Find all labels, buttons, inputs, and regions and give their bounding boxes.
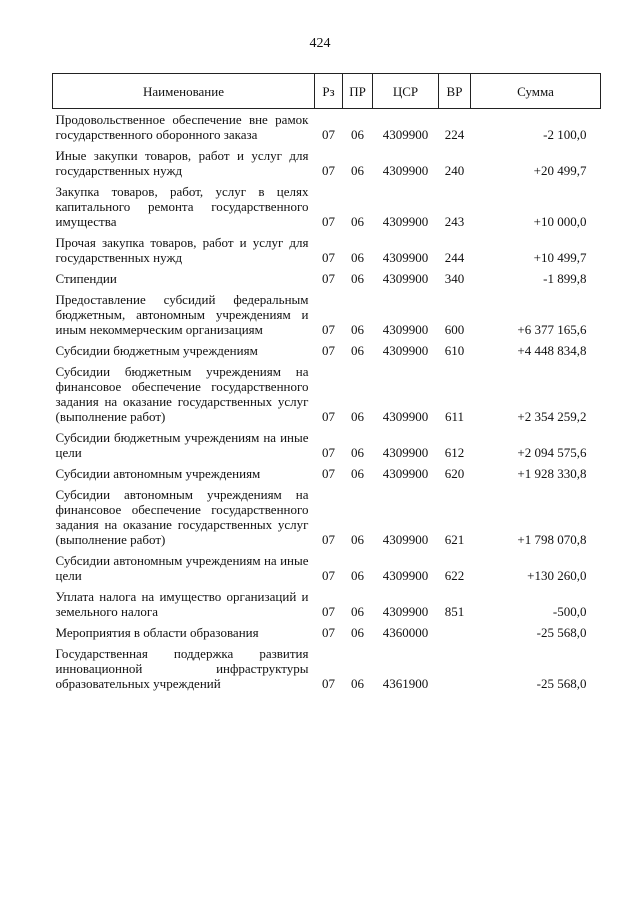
row-csr: 4309900 [382,343,429,358]
row-vr [439,643,471,694]
header-rz: Рз [315,74,343,109]
table-row [53,145,601,181]
row-vr: 600 [444,322,465,337]
row-pr: 06 [351,409,364,424]
row-vr: 622 [444,568,465,583]
table-row [53,340,601,361]
row-name: Субсидии автономным учреждениям [55,466,261,481]
row-csr: 4309900 [382,322,429,337]
row-pr: 06 [351,163,364,178]
table-row [53,427,601,463]
row-csr: 4309900 [382,214,429,229]
row-rz: 07 [322,322,335,337]
table-row [53,643,601,694]
row-name: Субсидии бюджетным учреждениям на финансовое обеспечение государственного задания на оказание государственных услуг (выполнение работ) [55,364,309,424]
row-csr: 4309900 [382,568,429,583]
table-row [53,484,601,550]
row-pr: 06 [351,322,364,337]
table-row [53,109,601,146]
row-vr: 621 [444,532,465,547]
header-name: Наименование [53,74,315,109]
row-rz: 07 [322,250,335,265]
row-vr: 610 [444,343,465,358]
row-csr: 4309900 [382,127,429,142]
row-pr: 06 [351,214,364,229]
row-rz: 07 [322,604,335,619]
row-csr: 4309900 [382,163,429,178]
row-rz: 07 [322,343,335,358]
row-pr: 06 [351,625,364,640]
row-csr: 4309900 [382,250,429,265]
row-pr: 06 [351,676,364,691]
row-sum: +4 448 834,8 [517,343,587,358]
row-sum: -2 100,0 [543,127,587,142]
row-rz: 07 [322,676,335,691]
row-csr: 4309900 [382,445,429,460]
row-pr: 06 [351,604,364,619]
row-rz: 07 [322,409,335,424]
row-vr: 620 [444,466,465,481]
row-name: Стипендии [55,271,117,286]
row-name: Субсидии автономным учреждениям на иные цели [55,553,309,583]
row-csr: 4309900 [382,466,429,481]
row-pr: 06 [351,250,364,265]
row-vr: 612 [444,445,465,460]
row-rz: 07 [322,214,335,229]
row-sum: +20 499,7 [533,163,587,178]
header-csr: ЦСР [373,74,439,109]
row-name: Субсидии автономным учреждениям на финансовое обеспечение государственного задания на оказание государственных услуг (выполнение работ) [55,487,309,547]
row-sum: +10 000,0 [533,214,587,229]
row-pr: 06 [351,568,364,583]
row-vr: 244 [444,250,465,265]
table-row [53,181,601,232]
row-csr: 4309900 [382,271,429,286]
row-name: Уплата налога на имущество организаций и земельного налога [55,589,309,619]
table-row [53,550,601,586]
row-rz: 07 [322,466,335,481]
row-sum: -1 899,8 [543,271,587,286]
table-row [53,622,601,643]
row-rz: 07 [322,625,335,640]
row-vr: 224 [444,127,465,142]
table-row [53,268,601,289]
row-rz: 07 [322,163,335,178]
table-row [53,361,601,427]
header-sum: Сумма [471,74,601,109]
row-vr: 243 [444,214,465,229]
row-vr: 851 [444,604,465,619]
row-sum: +1 928 330,8 [517,466,587,481]
row-vr [439,622,471,643]
budget-table [52,73,601,694]
header-pr: ПР [343,74,373,109]
row-csr: 4361900 [382,676,429,691]
row-rz: 07 [322,532,335,547]
table-row [53,289,601,340]
row-name: Субсидии бюджетным учреждениям на иные цели [55,430,309,460]
table-row [53,463,601,484]
row-sum: +6 377 165,6 [517,322,587,337]
row-name: Продовольственное обеспечение вне рамок государственного оборонного заказа [55,112,309,142]
row-csr: 4309900 [382,532,429,547]
table-header [53,74,601,109]
row-pr: 06 [351,466,364,481]
table-body [53,109,601,695]
row-pr: 06 [351,271,364,286]
row-rz: 07 [322,568,335,583]
row-pr: 06 [351,343,364,358]
row-sum: -500,0 [552,604,587,619]
table-row [53,586,601,622]
row-rz: 07 [322,127,335,142]
row-name: Иные закупки товаров, работ и услуг для государственных нужд [55,148,309,178]
row-name: Прочая закупка товаров, работ и услуг для государственных нужд [55,235,309,265]
row-sum: +1 798 070,8 [517,532,587,547]
row-sum: +2 094 575,6 [517,445,587,460]
page-number: 424 [309,36,331,51]
row-vr: 611 [444,409,465,424]
row-name: Закупка товаров, работ, услуг в целях капитального ремонта государственного имущества [55,184,309,229]
row-sum: +130 260,0 [527,568,587,583]
row-name: Мероприятия в области образования [55,625,259,640]
row-csr: 4309900 [382,409,429,424]
row-csr: 4309900 [382,604,429,619]
row-name: Государственная поддержка развития инновационной инфраструктуры образовательных учреждений [55,646,309,691]
row-pr: 06 [351,532,364,547]
row-vr: 340 [444,271,465,286]
row-name: Субсидии бюджетным учреждениям [55,343,258,358]
row-sum: +2 354 259,2 [517,409,587,424]
row-sum: -25 568,0 [536,625,587,640]
row-sum: +10 499,7 [533,250,587,265]
row-pr: 06 [351,127,364,142]
row-vr: 240 [444,163,465,178]
table-row [53,232,601,268]
row-name: Предоставление субсидий федеральным бюджетным, автономным учреждениям и иным некоммерческим организациям [55,292,309,337]
header-vr: ВР [439,74,471,109]
row-rz: 07 [322,271,335,286]
row-pr: 06 [351,445,364,460]
header-row [53,74,601,109]
row-sum: -25 568,0 [536,676,587,691]
row-csr: 4360000 [382,625,429,640]
row-rz: 07 [322,445,335,460]
